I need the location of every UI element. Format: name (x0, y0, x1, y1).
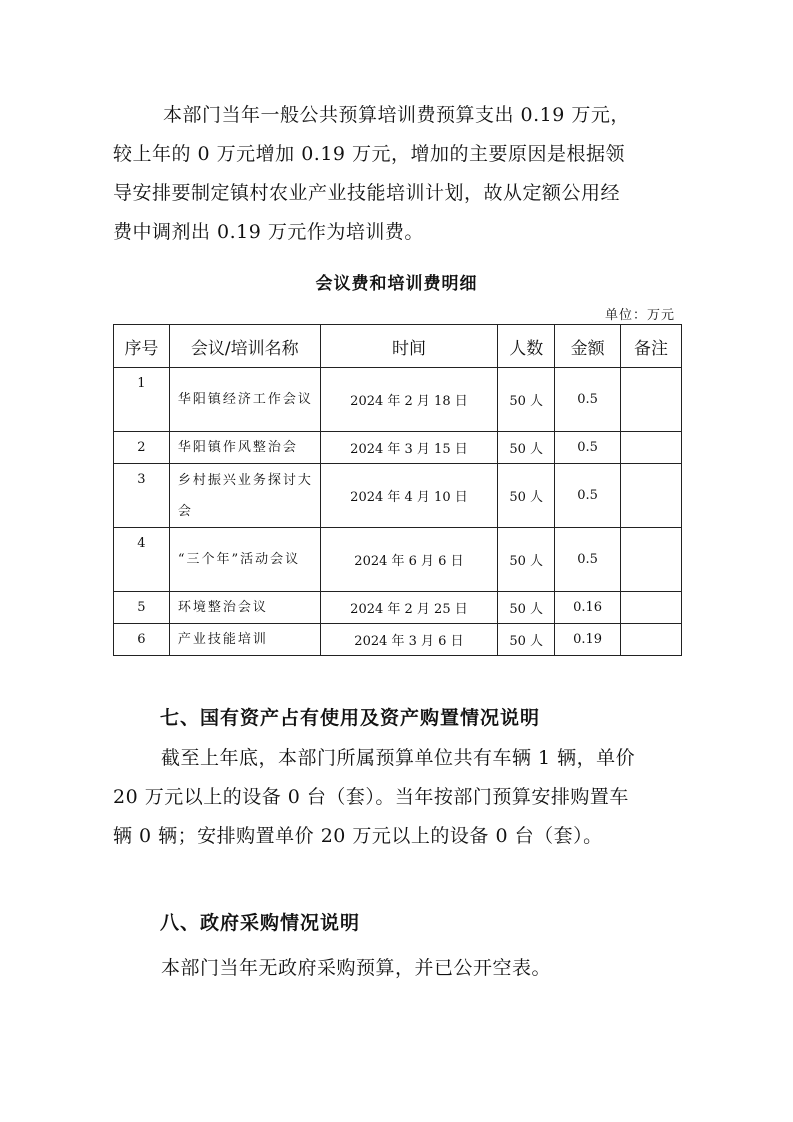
intro-line: 导安排要制定镇村农业产业技能培训计划，故从定额公用经 (113, 182, 621, 204)
section-7-line: 截至上年底，本部门所属预算单位共有车辆 1 辆，单价 (161, 747, 636, 769)
cell-time: 2024 年 3 月 15 日 (320, 432, 498, 464)
cell-note (621, 464, 682, 528)
cell-amount: 0.5 (555, 464, 621, 528)
cell-no: 6 (114, 624, 170, 656)
cell-no: 3 (114, 464, 170, 528)
cell-time: 2024 年 3 月 6 日 (320, 624, 498, 656)
cell-note (621, 624, 682, 656)
cell-name: 产业技能培训 (169, 624, 320, 656)
cell-amount: 0.5 (555, 368, 621, 432)
cell-no: 4 (114, 528, 170, 592)
section-8-line: 本部门当年无政府采购预算，并已公开空表。 (161, 957, 552, 979)
table-row (114, 592, 682, 624)
table-row (114, 464, 682, 528)
section-7-line: 20 万元以上的设备 0 台（套）。当年按部门预算安排购置车 (113, 786, 629, 808)
intro-paragraph (113, 96, 683, 252)
cell-note (621, 592, 682, 624)
section-8-heading: 八、政府采购情况说明 (160, 912, 361, 934)
header-time: 时间 (320, 325, 498, 368)
section-8-paragraph (113, 949, 683, 988)
cell-time: 2024 年 6 月 6 日 (320, 528, 498, 592)
meeting-training-table (113, 324, 682, 656)
cell-amount: 0.16 (555, 592, 621, 624)
table-row (114, 624, 682, 656)
cell-amount: 0.5 (555, 432, 621, 464)
intro-line: 费中调剂出 0.19 万元作为培训费。 (113, 221, 424, 243)
table-title: 会议费和培训费明细 (315, 274, 478, 294)
cell-name: 乡村振兴业务探讨大会 (169, 464, 320, 528)
cell-no: 1 (114, 368, 170, 432)
cell-time: 2024 年 2 月 25 日 (320, 592, 498, 624)
cell-note (621, 528, 682, 592)
header-amount: 金额 (555, 325, 621, 368)
intro-line: 本部门当年一般公共预算培训费预算支出 0.19 万元， (163, 104, 630, 126)
table-row (114, 528, 682, 592)
section-7-paragraph (113, 739, 683, 856)
cell-people: 50 人 (498, 432, 555, 464)
cell-note (621, 368, 682, 432)
cell-people: 50 人 (498, 368, 555, 432)
cell-name: 华阳镇作风整治会 (169, 432, 320, 464)
cell-people: 50 人 (498, 624, 555, 656)
section-7-line: 辆 0 辆；安排购置单价 20 万元以上的设备 0 台（套）。 (113, 825, 603, 847)
cell-amount: 0.5 (555, 528, 621, 592)
header-people: 人数 (498, 325, 555, 368)
cell-note (621, 432, 682, 464)
table-row (114, 432, 682, 464)
header-no: 序号 (114, 325, 170, 368)
header-note: 备注 (621, 325, 682, 368)
cell-name: “三个年”活动会议 (169, 528, 320, 592)
cell-time: 2024 年 2 月 18 日 (320, 368, 498, 432)
table-header-row (114, 325, 682, 368)
section-7-heading: 七、国有资产占有使用及资产购置情况说明 (160, 707, 541, 729)
cell-people: 50 人 (498, 464, 555, 528)
header-name: 会议/培训名称 (169, 325, 320, 368)
cell-people: 50 人 (498, 592, 555, 624)
table-unit: 单位：万元 (604, 308, 675, 323)
cell-no: 5 (114, 592, 170, 624)
table-row (114, 368, 682, 432)
cell-no: 2 (114, 432, 170, 464)
cell-time: 2024 年 4 月 10 日 (320, 464, 498, 528)
cell-amount: 0.19 (555, 624, 621, 656)
cell-name: 华阳镇经济工作会议 (169, 368, 320, 432)
cell-people: 50 人 (498, 528, 555, 592)
cell-name: 环境整治会议 (169, 592, 320, 624)
intro-line: 较上年的 0 万元增加 0.19 万元，增加的主要原因是根据领 (113, 143, 626, 165)
